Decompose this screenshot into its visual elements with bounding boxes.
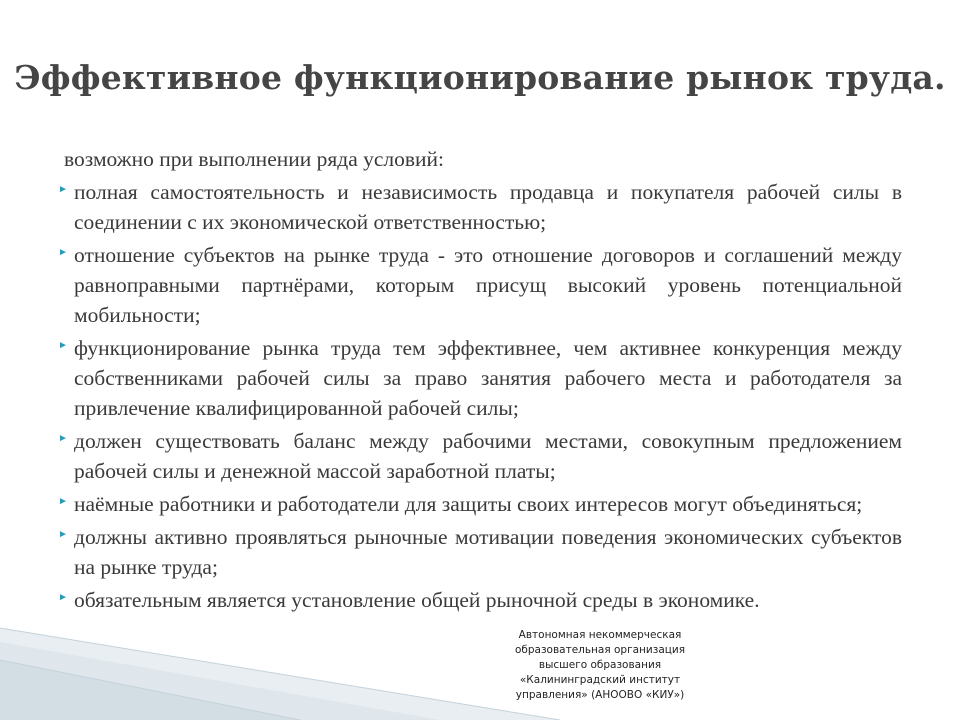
list-item-text: должен существовать баланс между рабочими местами, совокупным предложением рабочей силы и денежной массой заработной платы;	[74, 429, 902, 483]
caption-line: Автономная некоммерческая	[518, 629, 682, 641]
triangle-bullet-icon: ►	[58, 529, 68, 540]
list-item	[58, 585, 902, 615]
list-item-text: наёмные работники и работодатели для защиты своих интересов могут объединяться;	[74, 492, 863, 516]
triangle-bullet-icon: ►	[58, 496, 68, 507]
caption-line: высшего образования	[538, 659, 662, 671]
list-item	[58, 489, 902, 519]
triangle-bullet-icon: ►	[58, 592, 68, 603]
caption-line: управления» (АНООВО «КИУ»)	[515, 689, 685, 701]
list-item-text: отношение субъектов на рынке труда - это отношение договоров и соглашений между равноправными партнёрами, которым присущ высокий уровень потенциальной мобильности;	[74, 243, 902, 327]
caption-line: образовательная организация	[514, 644, 686, 656]
list-item	[58, 177, 902, 237]
triangle-bullet-icon: ►	[58, 433, 68, 444]
list-item	[58, 522, 902, 582]
intro-text: возможно при выполнении ряда условий:	[64, 147, 445, 171]
list-item-text: функционирование рынка труда тем эффективнее, чем активнее конкуренция между собственниками рабочей силы за право занятия рабочего места и работодателя за привлечение квалифицированной рабочей силы;	[74, 336, 902, 420]
list-item-text: обязательным является установление общей рыночной среды в экономике.	[74, 588, 760, 612]
list-item-text: полная самостоятельность и независимость продавца и покупателя рабочей силы в соединении с их экономической ответственностью;	[74, 180, 902, 234]
list-item-text: должны активно проявляться рыночные мотивации поведения экономических субъектов на рынке труда;	[74, 525, 902, 579]
list-item	[58, 240, 902, 330]
slide-body	[58, 144, 902, 618]
triangle-bullet-icon: ►	[58, 247, 68, 258]
list-item	[58, 333, 902, 423]
triangle-bullet-icon: ►	[58, 184, 68, 195]
caption-line: «Калининградский институт	[519, 674, 681, 686]
triangle-bullet-icon: ►	[58, 340, 68, 351]
slide-title: Эффективное функционирование рынок труда.	[14, 58, 946, 97]
list-item	[58, 426, 902, 486]
institution-caption	[470, 628, 730, 703]
